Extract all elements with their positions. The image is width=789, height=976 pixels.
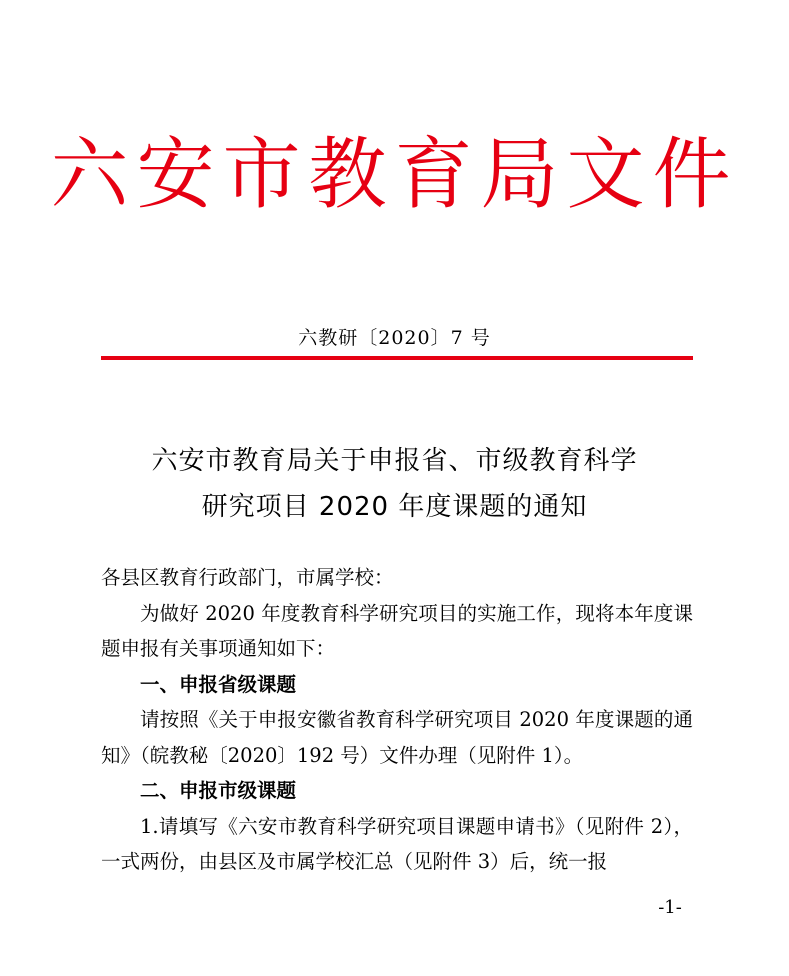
section-1-paragraph: 请按照《关于申报安徽省教育科学研究项目 2020 年度课题的通知》（皖教秘〔2020〕192 号）文件办理（见附件 1）。 [101,708,693,767]
document-header-title: 六安市教育局文件 [50,130,739,220]
notice-title-line-2: 研究项目 2020 年度课题的通知 [201,492,588,522]
page-number: -1- [658,897,682,918]
notice-title-line-1: 六安市教育局关于申报省、市级教育科学 [151,446,638,476]
section-1-heading: 一、申报省级课题 [140,672,297,696]
red-divider-line [101,356,693,360]
notice-title [60,438,729,530]
section-2-paragraph: 1.请填写《六安市教育科学研究项目课题申请书》（见附件 2），一式两份，由县区及市属学校汇总（见附件 3）后，统一报 [101,814,693,873]
intro-paragraph: 为做好 2020 年度教育科学研究项目的实施工作，现将本年度课题申报有关事项通知如下： [101,601,693,660]
document-number: 六教研〔2020〕7 号 [298,327,491,349]
salutation: 各县区教育行政部门，市属学校： [101,566,394,589]
document-body [101,560,693,880]
section-2-heading: 二、申报市级课题 [140,779,297,802]
